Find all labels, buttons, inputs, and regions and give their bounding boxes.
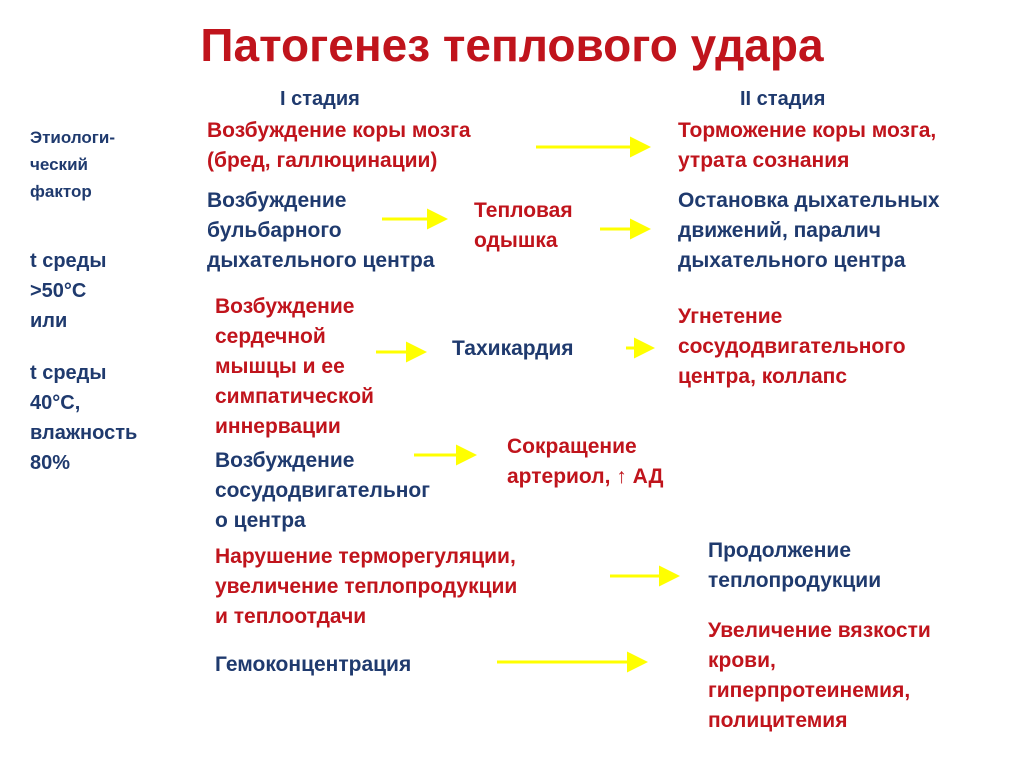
stage2-cortex-inhibition: Торможение коры мозга, утрата сознания (678, 119, 937, 172)
page-title: Патогенез теплового удара (200, 19, 824, 71)
stage2-vasomotor-inhibition: Угнетение сосудодвигательного центра, коллапс (678, 305, 906, 388)
stage1-heart-excitation: Возбуждение сердечной мышцы и ее симпатической иннервации (215, 295, 374, 438)
stage-2-heading: II стадия (740, 88, 826, 110)
stage1-vasomotor-excitation: Возбуждение сосудодвигательног о центра (215, 449, 430, 532)
etiology-condition-1: t среды >50°С или (30, 250, 107, 332)
stage1-hemoconcentration: Гемоконцентрация (215, 653, 412, 676)
stage2-continued-heat-production: Продолжение теплопродукции (708, 539, 882, 592)
intermediate-heat-dyspnea: Тепловая одышка (474, 199, 573, 252)
intermediate-arteriole-contraction: Сокращение артериол, ↑ АД (507, 435, 664, 488)
etiology-condition-2: t среды 40°С, влажность 80% (30, 362, 138, 474)
stage2-respiratory-arrest: Остановка дыхательных движений, паралич дыхательного центра (678, 189, 940, 272)
stage2-blood-viscosity: Увеличение вязкости крови, гиперпротеинемия, полицитемия (708, 619, 931, 732)
stage1-thermoregulation: Нарушение терморегуляции, увеличение теплопродукции и теплоотдачи (215, 545, 518, 628)
stage-1-heading: I стадия (280, 88, 360, 110)
stage1-cortex-excitation: Возбуждение коры мозга (бред, галлюцинации) (207, 119, 471, 172)
stage1-bulbar-excitation: Возбуждение бульбарного дыхательного центра (207, 189, 435, 272)
etiology-label: Этиологи- ческий фактор (30, 128, 115, 201)
intermediate-tachycardia: Тахикардия (452, 337, 574, 360)
